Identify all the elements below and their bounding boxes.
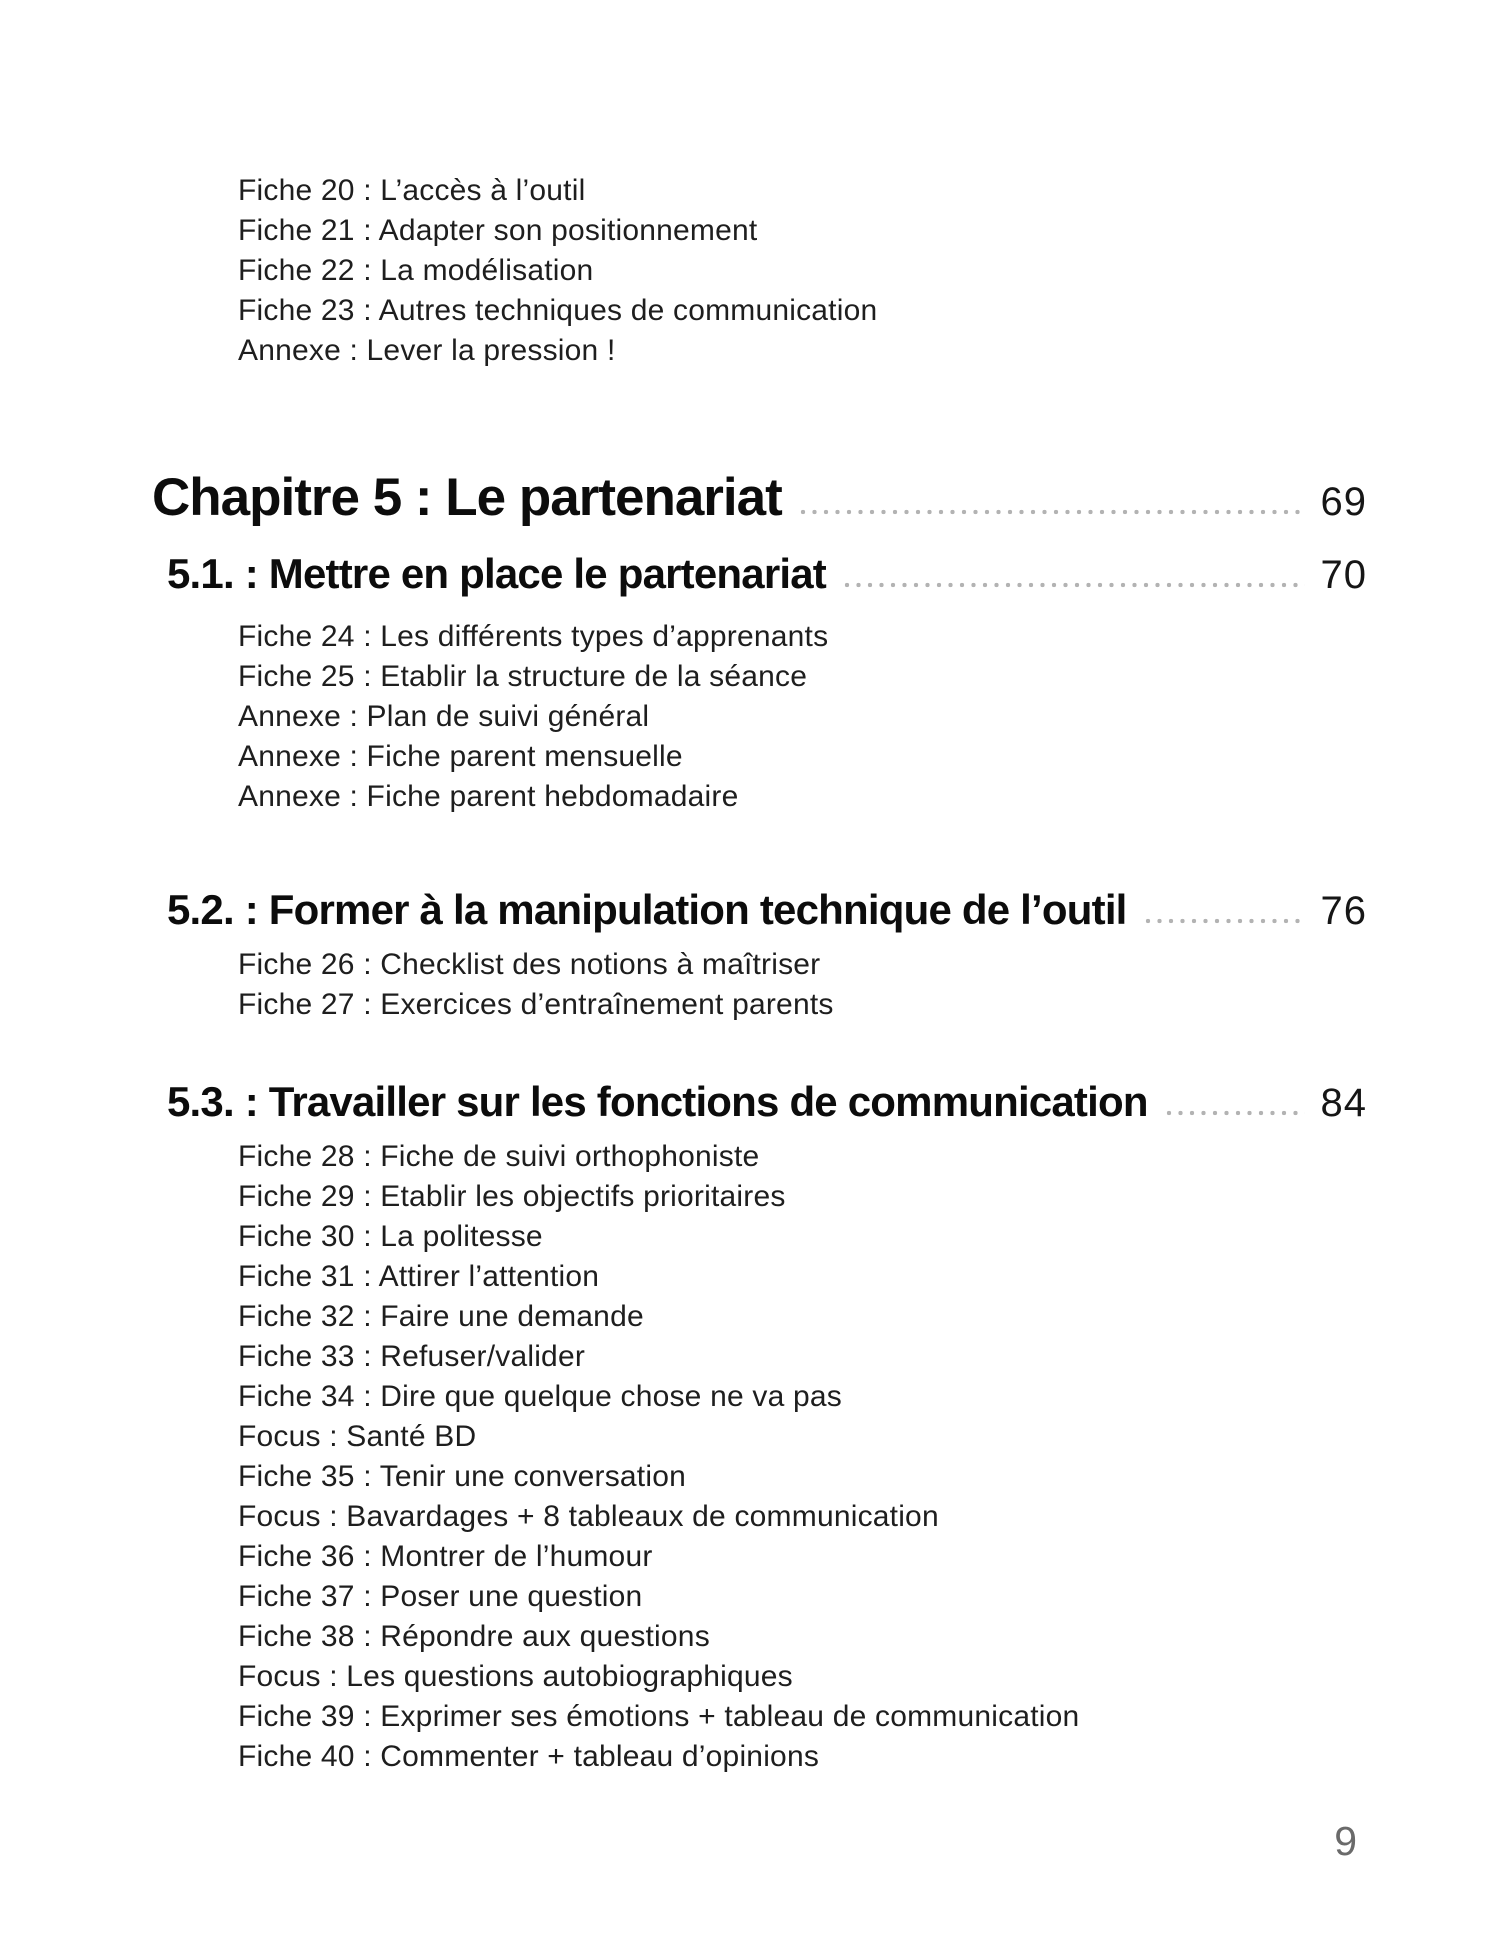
section-heading-row-5-1 (167, 549, 1367, 599)
toc-item: Fiche 35 : Tenir une conversation (238, 1460, 686, 1493)
chapter-heading-row (152, 467, 1367, 529)
dotted-leader (800, 509, 1305, 515)
toc-item: Fiche 25 : Etablir la structure de la séance (238, 660, 808, 693)
chapter-title: Chapitre 5 : Le partenariat (152, 468, 782, 527)
toc-item: Fiche 34 : Dire que quelque chose ne va pas (238, 1380, 842, 1413)
section-page-number-5-3: 84 (1320, 1081, 1367, 1125)
chapter-page-number: 69 (1320, 480, 1367, 524)
toc-item: Fiche 28 : Fiche de suivi orthophoniste (238, 1140, 760, 1173)
toc-item: Annexe : Plan de suivi général (238, 700, 650, 733)
page-number: 9 (1334, 1818, 1357, 1864)
toc-item: Fiche 26 : Checklist des notions à maîtriser (238, 948, 821, 981)
toc-item: Fiche 39 : Exprimer ses émotions + tableau de communication (238, 1700, 1080, 1733)
section-page-number-5-2: 76 (1320, 889, 1367, 933)
section-title-5-3: 5.3. : Travailler sur les fonctions de communication (167, 1078, 1148, 1125)
section-title-5-1: 5.1. : Mettre en place le partenariat (167, 550, 826, 597)
toc-item: Fiche 21 : Adapter son positionnement (238, 214, 758, 247)
toc-item: Annexe : Lever la pression ! (238, 334, 616, 367)
section-page-number-5-1: 70 (1320, 553, 1367, 597)
toc-item: Fiche 24 : Les différents types d’apprenants (238, 620, 829, 653)
dotted-leader (1145, 918, 1305, 924)
toc-item: Fiche 22 : La modélisation (238, 254, 594, 287)
toc-item: Fiche 40 : Commenter + tableau d’opinions (238, 1740, 820, 1773)
toc-item: Fiche 27 : Exercices d’entraînement parents (238, 988, 834, 1021)
toc-item: Annexe : Fiche parent hebdomadaire (238, 780, 739, 813)
toc-item: Fiche 31 : Attirer l’attention (238, 1260, 600, 1293)
section-5-2-fiche-list (0, 945, 1500, 1025)
section-heading-row-5-2 (167, 885, 1367, 935)
toc-item: Fiche 32 : Faire une demande (238, 1300, 644, 1333)
toc-item: Fiche 30 : La politesse (238, 1220, 543, 1253)
toc-item: Fiche 23 : Autres techniques de communication (238, 294, 878, 327)
dotted-leader (1166, 1110, 1305, 1116)
toc-item: Fiche 38 : Répondre aux questions (238, 1620, 710, 1653)
toc-item: Focus : Santé BD (238, 1420, 477, 1453)
toc-item: Fiche 33 : Refuser/valider (238, 1340, 586, 1373)
dotted-leader (844, 582, 1305, 588)
toc-item: Annexe : Fiche parent mensuelle (238, 740, 683, 773)
toc-item: Fiche 20 : L’accès à l’outil (238, 174, 586, 207)
section-5-3-fiche-list (0, 1137, 1500, 1777)
section-title-5-2: 5.2. : Former à la manipulation technique de l’outil (167, 886, 1127, 933)
toc-item: Fiche 36 : Montrer de l’humour (238, 1540, 653, 1573)
toc-item: Fiche 37 : Poser une question (238, 1580, 643, 1613)
section-heading-row-5-3 (167, 1077, 1367, 1127)
section-5-1-fiche-list (0, 617, 1500, 817)
intro-fiche-list (0, 171, 1500, 371)
toc-item: Fiche 29 : Etablir les objectifs prioritaires (238, 1180, 786, 1213)
toc-item: Focus : Bavardages + 8 tableaux de communication (238, 1500, 939, 1533)
toc-item: Focus : Les questions autobiographiques (238, 1660, 793, 1693)
